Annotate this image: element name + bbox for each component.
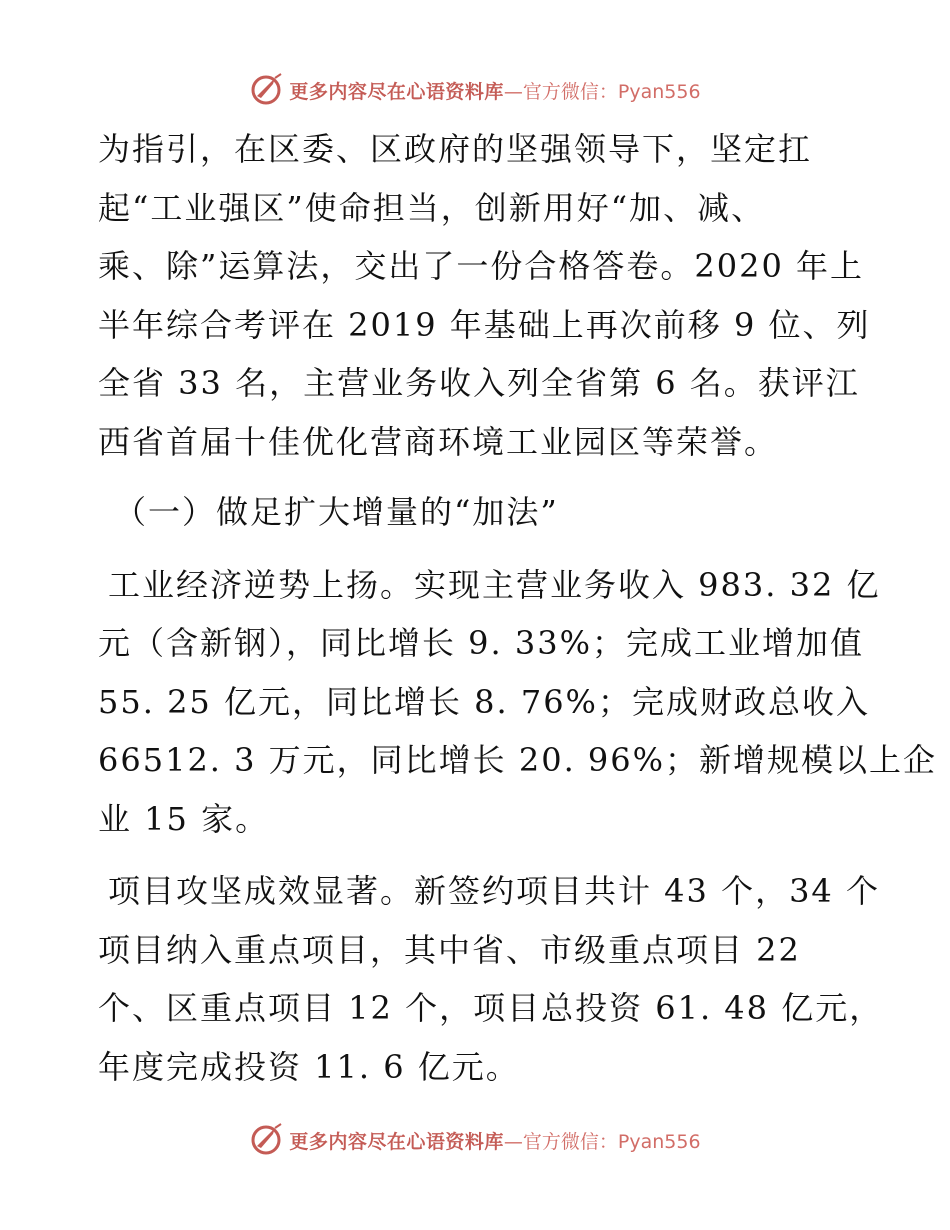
text-line: 半年综合考评在 2019 年基础上再次前移 9 位、列 — [98, 305, 871, 344]
text-line: 项目纳入重点项目，其中省、市级重点项目 22 — [98, 930, 801, 969]
text-line: 元（含新钢），同比增长 9. 33%；完成工业增加值 — [98, 624, 865, 662]
quill-logo-icon — [249, 1122, 285, 1158]
quill-logo-icon — [249, 72, 285, 108]
banner-right-text: —官方微信：Pyan556 — [503, 1130, 701, 1153]
text-line: 起“工业强区”使命担当，创新用好“加、减、 — [98, 188, 766, 227]
text-line: 全省 33 名，主营业务收入列全省第 6 名。获评江 — [98, 364, 860, 402]
banner-left-text: 更多内容尽在心语资料库 — [289, 1130, 504, 1153]
paragraph-1 — [98, 120, 878, 471]
paragraph-3 — [98, 862, 884, 1096]
text-line: 乘、除”运算法，交出了一份合格答卷。2020 年上 — [98, 247, 864, 285]
paragraph-2 — [98, 556, 938, 849]
document-body — [98, 120, 938, 1096]
section-heading: （一）做足扩大增量的“加法” — [114, 493, 559, 531]
text-line: 工业经济逆势上扬。实现主营业务收入 983. 32 亿 — [108, 565, 881, 604]
text-line: 项目攻坚成效显著。新签约项目共计 43 个，34 个 — [108, 872, 880, 910]
banner-right-text: —官方微信：Pyan556 — [503, 80, 701, 103]
text-line: 年度完成投资 11. 6 亿元。 — [98, 1047, 520, 1086]
footer-banner — [0, 1120, 950, 1160]
text-line: 西省首届十佳优化营商环境工业园区等荣誉。 — [98, 422, 779, 461]
text-line: 66512. 3 万元，同比增长 20. 96%；新增规模以上企 — [98, 741, 938, 779]
text-line: 业 15 家。 — [98, 799, 270, 838]
text-line: 个、区重点项目 12 个，项目总投资 61. 48 亿元， — [98, 989, 884, 1027]
text-line: 55. 25 亿元，同比增长 8. 76%；完成财政总收入 — [98, 682, 870, 721]
banner-left-text: 更多内容尽在心语资料库 — [289, 80, 504, 103]
text-line: 为指引，在区委、区政府的坚强领导下，坚定扛 — [98, 130, 813, 168]
header-banner — [0, 70, 950, 110]
